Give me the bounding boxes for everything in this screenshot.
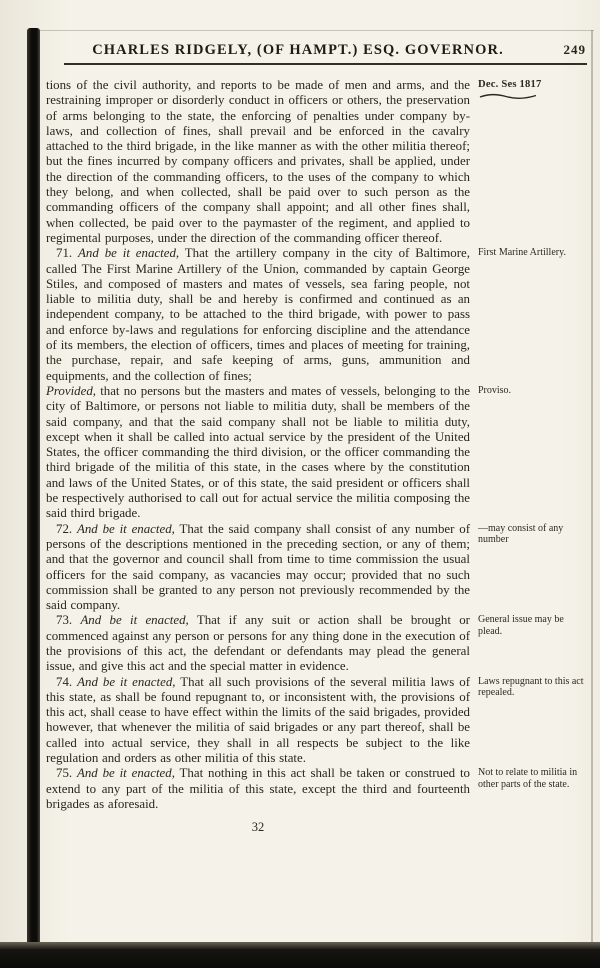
paragraph-row <box>46 522 590 614</box>
paragraph-row <box>46 613 590 674</box>
running-header <box>0 0 600 59</box>
margin-note-text: Dec. Ses 1817 <box>478 79 542 90</box>
margin-note: Proviso. <box>478 384 512 396</box>
statute-paragraph <box>46 613 470 674</box>
enacting-clause: And be it enacted, <box>77 674 176 689</box>
signature-mark: 32 <box>251 820 265 835</box>
statute-paragraph <box>46 522 470 614</box>
section-number: 75. <box>56 766 73 781</box>
statute-paragraph <box>46 246 470 384</box>
paragraph-text: That nothing in this act shall be taken or construed to extend to any part of the militia of this state, except the third and fourteenth brigades as aforesaid. <box>46 766 470 811</box>
margin-note: Laws repugnant to this act repealed. <box>478 675 584 699</box>
paragraph-text: That if any suit or action shall be brought or commenced against any person or persons for any thing done in the execution of the provisions of this act, the defendant or defendants may plead the general issue, and give this act and the special matter in evidence. <box>46 613 470 674</box>
paragraph-text: That the said company shall consist of any number of persons of the descriptions mentioned in the preceding section, or any of them; and that the governor and council shall from time to time commission the usual officers for the said company, as vacancies may occur; provided that no such commission shall be granted to any person not previously recommended by the said company. <box>46 521 470 613</box>
paragraph-text: That all such provisions of the several militia laws of this state, as shall be found repugnant to, or inconsistent with, the provisions of this act, shall cease to have effect within the limits of the said brigades, provided however, that whenever the militia of said brigades or any part thereof, shall be called into actual service, they shall in all respects be subject to the like regulation and orders as other militia of this state. <box>46 674 470 766</box>
margin-note: —may consist of any number <box>478 522 564 546</box>
margin-note: General issue may be plead. <box>478 614 564 637</box>
statute-paragraph <box>46 384 470 522</box>
proviso-clause: Provided, <box>46 383 96 398</box>
paragraph-row <box>46 766 590 812</box>
scan-bottom-band <box>0 942 600 968</box>
enacting-clause: And be it enacted, <box>76 766 175 781</box>
enacting-clause: And be it enacted, <box>76 521 175 536</box>
section-number: 71. <box>56 246 73 261</box>
enacting-clause: And be it enacted, <box>80 613 189 628</box>
margin-note: Not to relate to militia in other parts of the state. <box>478 767 578 790</box>
flourish-underline <box>478 92 540 101</box>
running-header-title: CHARLES RIDGELY, (OF HAMPT.) ESQ. GOVERNOR. <box>92 42 504 58</box>
paragraph-text: that no persons but the masters and mates of vessels, belonging to the city of Baltimore, or persons not liable to militia duty, shall be members of the said company, and that the said company shall not be liable to militia duty, except when it shall be called into actual service by the president of the United States, the officer commanding the third division, or the officer commanding the third brigade of the militia of this state, in the cases where by the constitution and laws of the United States, or of this state, the said president or officers shall be respectively authorised to call out for actual service the militia composing the said third brigade. <box>46 383 470 521</box>
margin-note: First Marine Artillery. <box>478 247 566 259</box>
enacting-clause: And be it enacted, <box>78 246 180 261</box>
section-number: 74. <box>56 674 73 689</box>
paragraph-row <box>46 78 590 246</box>
statute-paragraph <box>46 78 470 246</box>
header-rule <box>64 63 587 65</box>
paragraph-text: That the artillery company in the city of Baltimore, called The First Marine Artillery of the Union, commanded by captain George Stiles, and composed of masters and mates of vessels, sea faring people, not liable to militia duty, shall be and hereby is confirmed and continued as an independent company, to be attached to the third brigade, with power to pass and enforce by-laws and regulations for enforcing discipline and the attendance of its members, the election of officers, times and places of meeting for training, the purchase, repair, and safe keeping of arms, guns, ammunition and equipments, and the collection of fines; <box>46 246 470 383</box>
paragraph-row <box>46 246 590 384</box>
statute-paragraph <box>46 766 470 812</box>
margin-note-session <box>478 78 590 101</box>
page-number: 249 <box>563 42 586 57</box>
section-number: 72. <box>56 521 73 536</box>
paragraph-row <box>46 384 590 522</box>
section-number: 73. <box>56 613 73 628</box>
paragraph-text: tions of the civil authority, and reports to be made of men and arms, and the restraining improper or disorderly conduct in officers or others, the preservation of arms belonging to the state, the enforcing of penalties under company by-laws, and collection of fines, shall prevail and be enforced in the cavalry attached to the third brigade, in the like manner as with the other militia thereof; but the fines incurred by company officers and privates, shall be applied, under the direction of the commanding officers, to the uses of the company to which they belong, and when collected, shall be paid over to such person as the commanding officers of the company shall appoint; and all other fines shall, when collected, be paid over to the paymaster of the regiment, and applied to regimental purposes, under the direction of the commanding officer thereof. <box>46 78 470 245</box>
statute-paragraph <box>46 675 470 767</box>
paragraph-row <box>46 675 590 767</box>
page-content <box>46 78 590 812</box>
